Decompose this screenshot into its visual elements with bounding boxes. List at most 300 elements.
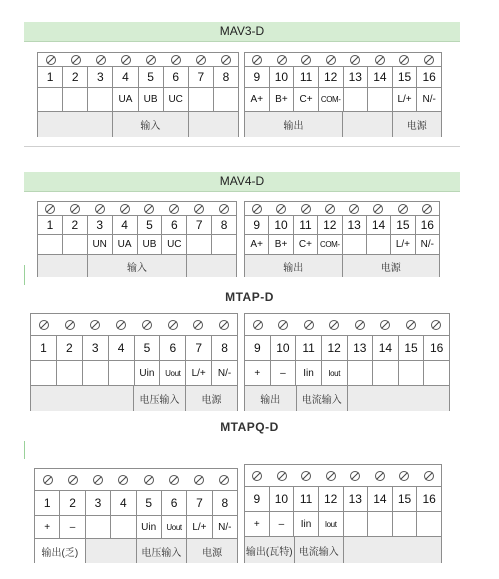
terminal-label xyxy=(38,234,63,254)
terminal-label: C+ xyxy=(294,87,319,111)
terminal-number: 13 xyxy=(344,486,369,511)
terminal-group-label: 电源 xyxy=(343,254,440,277)
terminal-group-label xyxy=(187,254,236,277)
terminal-label: UC xyxy=(164,87,189,111)
terminal-number-row xyxy=(35,490,237,515)
terminal-number: 4 xyxy=(113,215,138,234)
terminal-number-row xyxy=(31,335,237,360)
terminal-number: 15 xyxy=(391,215,415,234)
screw-cell xyxy=(188,53,213,66)
terminal-number: 5 xyxy=(137,490,162,515)
terminal-group-row xyxy=(245,536,441,563)
terminal-label xyxy=(189,87,214,111)
terminal-label xyxy=(83,360,109,385)
screw-icon xyxy=(39,320,49,330)
terminal-number: 10 xyxy=(270,486,295,511)
terminal-number: 11 xyxy=(294,486,319,511)
terminal-group-label: 输入 xyxy=(88,254,187,277)
terminal-label: Uin xyxy=(135,360,161,385)
screw-cell xyxy=(417,53,442,66)
terminal-label: Iout xyxy=(319,511,344,536)
screw-icon xyxy=(120,204,130,214)
terminal-label-row xyxy=(35,515,237,538)
terminal-group-label xyxy=(31,385,134,411)
screw-cell xyxy=(245,53,270,66)
terminal-number: 10 xyxy=(270,66,295,87)
terminal-number: 3 xyxy=(83,335,109,360)
terminal-label xyxy=(399,360,425,385)
screw-icon xyxy=(46,55,56,65)
terminal-label: + xyxy=(245,360,271,385)
terminal-number: 1 xyxy=(38,66,63,87)
terminal-label: B+ xyxy=(269,234,293,254)
screw-icon xyxy=(65,320,75,330)
screw-icon xyxy=(355,320,365,330)
terminal-number: 5 xyxy=(138,215,163,234)
terminal-label-row xyxy=(245,234,439,254)
terminal-label: – xyxy=(270,511,295,536)
terminal-number: 11 xyxy=(294,66,319,87)
screw-cell xyxy=(342,202,366,215)
terminal-number: 1 xyxy=(35,490,60,515)
screw-icon xyxy=(350,471,360,481)
screw-icon xyxy=(326,55,336,65)
screw-cell xyxy=(373,314,399,335)
terminal-number-row xyxy=(245,66,441,87)
terminal-group-label: 电源 xyxy=(393,111,442,137)
terminal-number: 14 xyxy=(373,335,399,360)
terminal-label-row xyxy=(245,511,441,536)
screw-icon xyxy=(142,320,152,330)
screw-icon xyxy=(277,471,287,481)
terminal-label xyxy=(109,360,135,385)
screw-cell xyxy=(161,469,186,490)
terminal-number: 8 xyxy=(212,335,237,360)
terminal-group-row xyxy=(31,385,237,411)
terminal-label: N/- xyxy=(417,87,441,111)
terminal-number: 12 xyxy=(318,215,342,234)
screw-cell xyxy=(368,53,393,66)
screw-icon xyxy=(70,204,80,214)
terminal-group-label xyxy=(86,538,137,563)
screw-icon xyxy=(424,55,434,65)
screw-icon xyxy=(350,55,360,65)
terminal-number: 14 xyxy=(368,486,393,511)
screw-icon xyxy=(326,471,336,481)
section-edge-mark xyxy=(24,265,25,285)
screw-row xyxy=(245,465,441,486)
terminal-label xyxy=(111,515,136,538)
terminal-label: UN xyxy=(88,234,113,254)
terminal-number: 12 xyxy=(322,335,348,360)
terminal-number-row xyxy=(38,66,238,87)
terminal-label xyxy=(88,87,113,111)
terminal-number-row xyxy=(245,335,449,360)
terminal-number: 13 xyxy=(348,335,374,360)
screw-cell xyxy=(111,469,136,490)
terminal-number: 8 xyxy=(214,66,238,87)
screw-cell xyxy=(245,465,270,486)
terminal-number: 9 xyxy=(245,215,269,234)
terminal-group-label: 输出 xyxy=(245,254,343,277)
terminal-label: UB xyxy=(138,234,163,254)
terminal-number: 13 xyxy=(344,66,369,87)
screw-cell xyxy=(86,469,111,490)
terminal-block-mtapqd-left xyxy=(34,468,238,563)
terminal-label xyxy=(38,87,63,111)
screw-cell xyxy=(38,202,63,215)
screw-cell xyxy=(270,53,295,66)
screw-cell xyxy=(322,314,348,335)
terminal-number: 11 xyxy=(294,215,318,234)
terminal-block-mtapd-left xyxy=(30,313,238,411)
screw-cell xyxy=(245,314,271,335)
terminal-number: 4 xyxy=(109,335,135,360)
terminal-label xyxy=(393,511,418,536)
screw-icon xyxy=(304,320,314,330)
screw-cell xyxy=(392,465,417,486)
terminal-label: Iout xyxy=(322,360,348,385)
terminal-label: UC xyxy=(162,234,187,254)
screw-cell xyxy=(270,465,295,486)
screw-cell xyxy=(83,314,109,335)
screw-icon xyxy=(71,55,81,65)
screw-icon xyxy=(219,320,229,330)
terminal-label: A+ xyxy=(245,87,270,111)
screw-icon xyxy=(301,55,311,65)
terminal-number: 16 xyxy=(417,66,441,87)
screw-cell xyxy=(392,53,417,66)
terminal-group-label: 输出(乏) xyxy=(35,538,86,563)
screw-icon xyxy=(196,55,206,65)
terminal-number: 5 xyxy=(139,66,164,87)
terminal-number: 7 xyxy=(187,215,212,234)
terminal-number: 6 xyxy=(162,490,187,515)
terminal-label: N/- xyxy=(213,515,237,538)
terminal-label xyxy=(344,87,369,111)
terminal-label xyxy=(348,360,374,385)
section-title-mav3d: MAV3-D xyxy=(24,22,460,42)
screw-cell xyxy=(347,314,373,335)
terminal-label: COM- xyxy=(319,87,344,111)
terminal-label xyxy=(343,234,367,254)
screw-icon xyxy=(194,475,204,485)
terminal-number: 3 xyxy=(88,66,113,87)
terminal-label xyxy=(368,87,393,111)
terminal-label: N/- xyxy=(416,234,439,254)
terminal-group-label xyxy=(348,385,449,411)
screw-icon xyxy=(45,204,55,214)
terminal-group-label xyxy=(38,254,88,277)
screw-cell xyxy=(136,469,161,490)
terminal-label: L/+ xyxy=(187,515,212,538)
terminal-block-mav3d-right xyxy=(244,52,442,137)
screw-row xyxy=(245,202,439,215)
screw-row xyxy=(35,469,237,490)
screw-cell xyxy=(343,465,368,486)
terminal-block-mtapd-right xyxy=(244,313,450,411)
terminal-label: L/+ xyxy=(393,87,418,111)
terminal-label-row xyxy=(31,360,237,385)
screw-icon xyxy=(116,320,126,330)
terminal-block-mav4d-right xyxy=(244,201,440,277)
terminal-number: 14 xyxy=(367,215,391,234)
terminal-label xyxy=(214,87,238,111)
terminal-number: 10 xyxy=(269,215,293,234)
screw-icon xyxy=(169,204,179,214)
terminal-number: 16 xyxy=(417,486,441,511)
terminal-label: A+ xyxy=(245,234,269,254)
screw-cell xyxy=(245,202,269,215)
terminal-group-label: 电源 xyxy=(187,538,237,563)
screw-icon xyxy=(373,204,383,214)
terminal-label: N/- xyxy=(212,360,237,385)
screw-cell xyxy=(163,53,188,66)
terminal-number: 12 xyxy=(319,486,344,511)
section-edge-mark xyxy=(24,441,25,459)
screw-icon xyxy=(278,320,288,330)
terminal-label xyxy=(63,234,88,254)
terminal-group-row xyxy=(38,111,238,137)
terminal-group-label: 输出(瓦特) xyxy=(245,536,295,563)
terminal-number: 6 xyxy=(164,66,189,87)
screw-cell xyxy=(88,53,113,66)
terminal-number: 16 xyxy=(416,215,439,234)
terminal-number: 11 xyxy=(296,335,322,360)
terminal-label xyxy=(57,360,83,385)
screw-icon xyxy=(399,471,409,481)
screw-icon xyxy=(95,204,105,214)
terminal-number: 2 xyxy=(63,66,88,87)
terminal-label: Uin xyxy=(137,515,162,538)
screw-cell xyxy=(63,202,88,215)
screw-icon xyxy=(329,320,339,330)
terminal-group-label: 电流输入 xyxy=(297,385,349,411)
screw-icon xyxy=(301,204,311,214)
screw-cell xyxy=(271,314,297,335)
screw-cell xyxy=(318,202,342,215)
terminal-label: Uout xyxy=(162,515,187,538)
terminal-number: 16 xyxy=(424,335,449,360)
terminal-label xyxy=(212,234,236,254)
screw-cell xyxy=(211,202,236,215)
terminal-block-mav3d-left xyxy=(37,52,239,137)
screw-row xyxy=(245,53,441,66)
screw-cell xyxy=(319,465,344,486)
terminal-number: 15 xyxy=(393,486,418,511)
screw-cell xyxy=(398,314,424,335)
screw-icon xyxy=(68,475,78,485)
screw-cell xyxy=(368,465,393,486)
terminal-number: 8 xyxy=(212,215,236,234)
screw-cell xyxy=(138,53,163,66)
screw-icon xyxy=(144,204,154,214)
screw-cell xyxy=(296,314,322,335)
screw-cell xyxy=(294,53,319,66)
section-separator xyxy=(24,146,460,147)
terminal-number: 7 xyxy=(189,66,214,87)
screw-cell xyxy=(424,314,450,335)
screw-icon xyxy=(219,475,229,485)
terminal-label: L/+ xyxy=(186,360,212,385)
screw-cell xyxy=(60,469,85,490)
screw-icon xyxy=(169,475,179,485)
terminal-number: 4 xyxy=(113,66,138,87)
terminal-label xyxy=(368,511,393,536)
terminal-number: 15 xyxy=(399,335,425,360)
terminal-label xyxy=(417,511,441,536)
terminal-label-row xyxy=(38,234,236,254)
terminal-number-row xyxy=(38,215,236,234)
terminal-number: 15 xyxy=(393,66,418,87)
screw-icon xyxy=(118,475,128,485)
terminal-number: 12 xyxy=(319,66,344,87)
terminal-label xyxy=(31,360,57,385)
terminal-label xyxy=(367,234,391,254)
terminal-group-label: 输出 xyxy=(245,385,297,411)
screw-cell xyxy=(186,314,212,335)
terminal-label: Uout xyxy=(160,360,186,385)
terminal-label xyxy=(63,87,88,111)
screw-cell xyxy=(366,202,390,215)
screw-cell xyxy=(38,53,63,66)
screw-icon xyxy=(406,320,416,330)
terminal-label: UA xyxy=(113,87,138,111)
screw-cell xyxy=(417,465,442,486)
screw-icon xyxy=(399,55,409,65)
screw-cell xyxy=(415,202,439,215)
terminal-group-row xyxy=(38,254,236,277)
terminal-label xyxy=(187,234,212,254)
screw-icon xyxy=(252,471,262,481)
screw-icon xyxy=(219,204,229,214)
terminal-block-mav4d-left xyxy=(37,201,237,277)
terminal-group-label: 电压输入 xyxy=(137,538,188,563)
screw-row xyxy=(31,314,237,335)
terminal-number: 9 xyxy=(245,335,271,360)
screw-row xyxy=(38,53,238,66)
terminal-group-label: 电压输入 xyxy=(134,385,186,411)
terminal-number: 2 xyxy=(57,335,83,360)
terminal-group-label xyxy=(189,111,239,137)
screw-cell xyxy=(31,314,57,335)
screw-cell xyxy=(63,53,88,66)
terminal-label: L/+ xyxy=(391,234,415,254)
terminal-group-row xyxy=(245,111,441,137)
terminal-group-row xyxy=(245,254,439,277)
screw-icon xyxy=(277,55,287,65)
section-title-mav4d: MAV4-D xyxy=(24,172,460,192)
terminal-label xyxy=(344,511,369,536)
terminal-label: UA xyxy=(113,234,138,254)
terminal-label: + xyxy=(245,511,270,536)
screw-icon xyxy=(90,320,100,330)
screw-cell xyxy=(391,202,415,215)
terminal-group-label xyxy=(38,111,113,137)
terminal-label: UB xyxy=(139,87,164,111)
terminal-block-mtapqd-right xyxy=(244,464,442,563)
terminal-label: Iin xyxy=(294,511,319,536)
screw-cell xyxy=(187,469,212,490)
terminal-number: 8 xyxy=(213,490,237,515)
screw-icon xyxy=(424,471,434,481)
screw-icon xyxy=(121,55,131,65)
terminal-group-label: 电源 xyxy=(186,385,237,411)
screw-icon xyxy=(96,55,106,65)
terminal-number: 6 xyxy=(160,335,186,360)
screw-cell xyxy=(108,314,134,335)
screw-icon xyxy=(349,204,359,214)
screw-icon xyxy=(193,320,203,330)
screw-row xyxy=(38,202,236,215)
screw-cell xyxy=(294,202,318,215)
terminal-group-label xyxy=(344,536,441,563)
terminal-number-row xyxy=(245,215,439,234)
screw-icon xyxy=(380,320,390,330)
terminal-number: 10 xyxy=(271,335,297,360)
screw-cell xyxy=(213,53,238,66)
screw-cell xyxy=(294,465,319,486)
terminal-group-label: 输入 xyxy=(113,111,188,137)
section-title-mtapd: MTAP-D xyxy=(225,290,274,304)
screw-cell xyxy=(319,53,344,66)
terminal-number: 2 xyxy=(63,215,88,234)
terminal-group-label: 电流输入 xyxy=(295,536,345,563)
terminal-number: 4 xyxy=(111,490,136,515)
terminal-label: Iin xyxy=(296,360,322,385)
terminal-number: 3 xyxy=(88,215,113,234)
screw-cell xyxy=(162,202,187,215)
terminal-label-row xyxy=(38,87,238,111)
screw-icon xyxy=(221,55,231,65)
terminal-group-row xyxy=(245,385,449,411)
terminal-number-row xyxy=(245,486,441,511)
screw-icon xyxy=(252,55,262,65)
screw-icon xyxy=(431,320,441,330)
terminal-number: 6 xyxy=(162,215,187,234)
screw-cell xyxy=(212,469,237,490)
screw-icon xyxy=(171,55,181,65)
terminal-label: – xyxy=(60,515,85,538)
screw-icon xyxy=(375,55,385,65)
screw-cell xyxy=(269,202,293,215)
screw-icon xyxy=(146,55,156,65)
terminal-group-row xyxy=(35,538,237,563)
terminal-number: 7 xyxy=(186,335,212,360)
screw-icon xyxy=(144,475,154,485)
screw-cell xyxy=(343,53,368,66)
terminal-label: COM- xyxy=(318,234,342,254)
screw-cell xyxy=(187,202,212,215)
terminal-label: C+ xyxy=(294,234,318,254)
screw-icon xyxy=(375,471,385,481)
terminal-number: 3 xyxy=(86,490,111,515)
terminal-label: – xyxy=(271,360,297,385)
terminal-number: 9 xyxy=(245,66,270,87)
terminal-label-row xyxy=(245,360,449,385)
screw-icon xyxy=(422,204,432,214)
terminal-number: 1 xyxy=(31,335,57,360)
terminal-number: 7 xyxy=(187,490,212,515)
screw-icon xyxy=(325,204,335,214)
screw-icon xyxy=(253,320,263,330)
terminal-label xyxy=(373,360,399,385)
terminal-number: 1 xyxy=(38,215,63,234)
screw-icon xyxy=(398,204,408,214)
screw-cell xyxy=(112,202,137,215)
screw-cell xyxy=(113,53,138,66)
terminal-group-label xyxy=(343,111,393,137)
